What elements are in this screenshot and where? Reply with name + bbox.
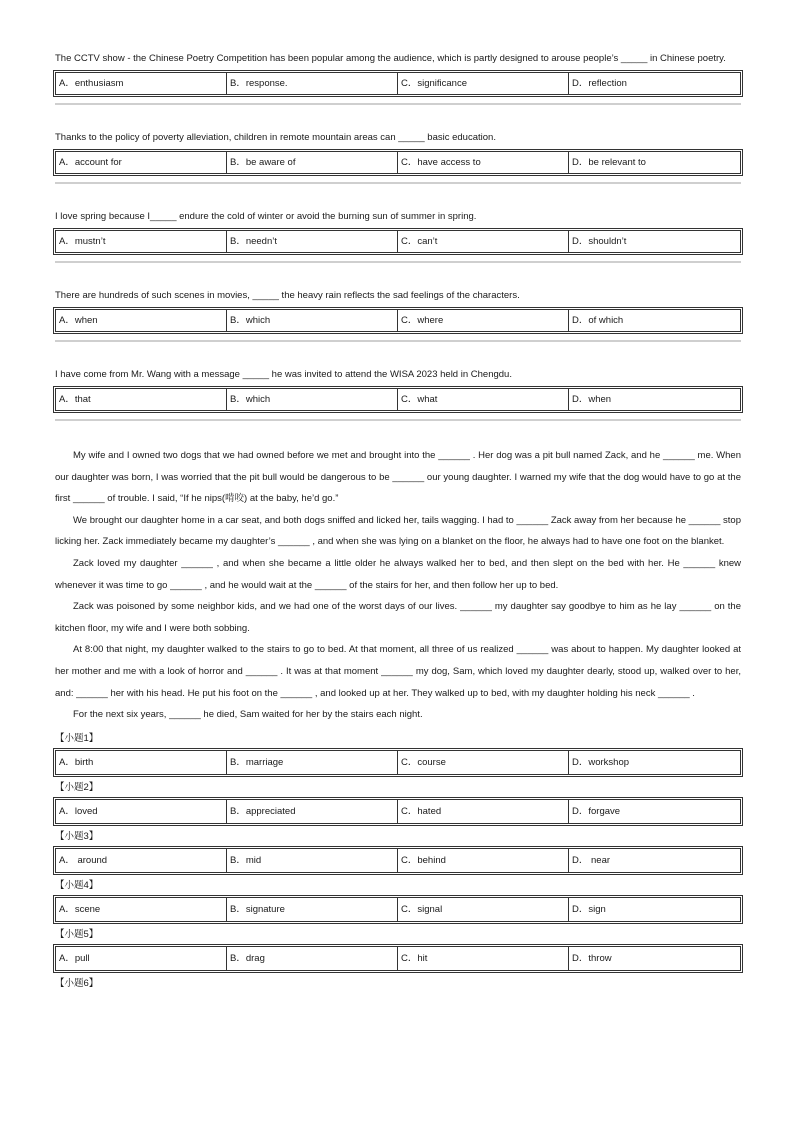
option-b[interactable]: B．response. xyxy=(227,73,398,94)
option-a[interactable]: A．enthusiasm xyxy=(56,73,227,94)
question-stem: There are hundreds of such scenes in movies, _____ the heavy rain reflects the sad feelings of the characters. xyxy=(55,290,520,301)
subquestion-2 xyxy=(55,778,741,824)
question-stem: Thanks to the policy of poverty alleviation, children in remote mountain areas can _____ basic education. xyxy=(55,132,496,143)
subquestion-label: 【小题4】 xyxy=(55,879,99,891)
options-row xyxy=(55,388,741,411)
subquestion-label: 【小题6】 xyxy=(55,977,99,989)
option-c[interactable]: C．have access to xyxy=(398,152,569,173)
options-row xyxy=(55,151,741,174)
options-row xyxy=(55,72,741,95)
subquestion-label: 【小题3】 xyxy=(55,830,99,842)
option-b[interactable]: B．needn’t xyxy=(227,231,398,252)
option-b[interactable]: B．which xyxy=(227,310,398,331)
option-b[interactable]: B．be aware of xyxy=(227,152,398,173)
question-stem: I have come from Mr. Wang with a message _____ he was invited to attend the WISA 2023 held in Chengdu. xyxy=(55,369,512,380)
divider xyxy=(55,182,741,184)
option-d[interactable]: D．shouldn’t xyxy=(572,236,627,247)
cloze-passage xyxy=(55,445,741,726)
option-b[interactable]: B．signature xyxy=(227,898,398,921)
divider xyxy=(55,419,741,421)
option-c[interactable]: C．hit xyxy=(398,947,569,970)
options-row xyxy=(55,897,741,922)
options-row xyxy=(55,230,741,253)
option-d[interactable]: D．sign xyxy=(572,903,606,915)
option-d[interactable]: D．of which xyxy=(572,315,624,326)
divider xyxy=(55,261,741,263)
question-2 xyxy=(55,127,741,184)
subquestion-4 xyxy=(55,876,741,922)
question-1 xyxy=(55,48,741,105)
option-b[interactable]: B．mid xyxy=(227,849,398,872)
subquestion-1 xyxy=(55,729,741,775)
subquestion-label: 【小题1】 xyxy=(55,732,99,744)
subquestion-label: 【小题2】 xyxy=(55,781,99,793)
option-b[interactable]: B．which xyxy=(227,389,398,410)
option-a[interactable]: A．birth xyxy=(56,751,227,774)
option-b[interactable]: B．appreciated xyxy=(227,800,398,823)
divider xyxy=(55,340,741,342)
option-c[interactable]: C．signal xyxy=(398,898,569,921)
option-d[interactable]: D．throw xyxy=(572,952,612,964)
option-d[interactable]: D．be relevant to xyxy=(572,157,646,168)
option-a[interactable]: A．when xyxy=(56,310,227,331)
passage-paragraph: We brought our daughter home in a car seat, and both dogs sniffed and licked her, tails wagging. I had to ______ Zack away from her because he ______ stop licking her. Zack immediately became my daughter’s ______ , and when she was lying on a blanket on the floor, he always had to have one foot on the blanket. xyxy=(55,514,741,548)
option-a[interactable]: A．account for xyxy=(56,152,227,173)
passage-paragraph: For the next six years, ______ he died, Sam waited for her by the stairs each night. xyxy=(73,709,423,721)
passage-paragraph: At 8:00 that night, my daughter walked to the stairs to go to bed. At that moment, all three of us realized ______ was about to happen. My daughter looked at her mother and me with a look of horror and ______ . It was at that moment ______ my dog, Sam, which loved my daughter dearly, stood up, walked over to her, and: ______ her with his head. He put his foot on the ______ , and looked up at her. They walked up to bed, with my daughter holding his neck ______ . xyxy=(55,644,741,699)
question-5 xyxy=(55,364,741,421)
option-a[interactable]: A．that xyxy=(56,389,227,410)
option-a[interactable]: A．scene xyxy=(56,898,227,921)
option-d[interactable]: D．when xyxy=(572,394,612,405)
worksheet-page xyxy=(55,48,741,994)
option-a[interactable]: A．loved xyxy=(56,800,227,823)
passage-paragraph: Zack loved my daughter ______ , and when she became a little older he always walked her to bed, and then slept on the bed with her. He ______ knew whenever it was time to go ______ , and he would wait at the ______ of the stairs for her, and then follow her up to bed. xyxy=(55,557,741,591)
option-d[interactable]: D．reflection xyxy=(572,78,627,89)
options-row xyxy=(55,750,741,775)
question-stem: I love spring because I_____ endure the cold of winter or avoid the burning sun of summer in spring. xyxy=(55,211,477,222)
passage-paragraph: My wife and I owned two dogs that we had owned before we met and brought into the ______ . Her dog was a pit bull named Zack, and he ______ me. When our daughter was born, I was worried that the pit bull would be dangerous to be ______ our young daughter. I warned my wife that the dog would have to go at the first ______ of trouble. I said, “If he nips(啃咬) at the baby, he’d go.” xyxy=(55,450,741,505)
option-d[interactable]: D．workshop xyxy=(572,756,630,768)
question-3 xyxy=(55,206,741,263)
option-b[interactable]: B．drag xyxy=(227,947,398,970)
option-c[interactable]: C．can’t xyxy=(398,231,569,252)
option-d[interactable]: D． near xyxy=(572,854,611,866)
option-d[interactable]: D．forgave xyxy=(572,805,621,817)
option-b[interactable]: B．marriage xyxy=(227,751,398,774)
option-c[interactable]: C．course xyxy=(398,751,569,774)
divider xyxy=(55,103,741,105)
options-row xyxy=(55,799,741,824)
question-4 xyxy=(55,285,741,342)
question-stem: The CCTV show - the Chinese Poetry Competition has been popular among the audience, which is partly designed to arouse people’s _____ in Chinese poetry. xyxy=(55,53,726,64)
option-a[interactable]: A．mustn’t xyxy=(56,231,227,252)
option-c[interactable]: C．behind xyxy=(398,849,569,872)
option-a[interactable]: A． around xyxy=(56,849,227,872)
passage-paragraph: Zack was poisoned by some neighbor kids, and we had one of the worst days of our lives. ______ my daughter say goodbye to him as he lay ______ on the kitchen floor, my wife and I were both sobbing. xyxy=(55,601,741,634)
option-c[interactable]: C．significance xyxy=(398,73,569,94)
option-c[interactable]: C．hated xyxy=(398,800,569,823)
subquestion-label: 【小题5】 xyxy=(55,928,99,940)
option-c[interactable]: C．what xyxy=(398,389,569,410)
options-row xyxy=(55,946,741,971)
subquestion-3 xyxy=(55,827,741,873)
options-row xyxy=(55,848,741,873)
option-c[interactable]: C．where xyxy=(398,310,569,331)
subquestion-5 xyxy=(55,925,741,971)
option-a[interactable]: A．pull xyxy=(56,947,227,970)
options-row xyxy=(55,309,741,332)
